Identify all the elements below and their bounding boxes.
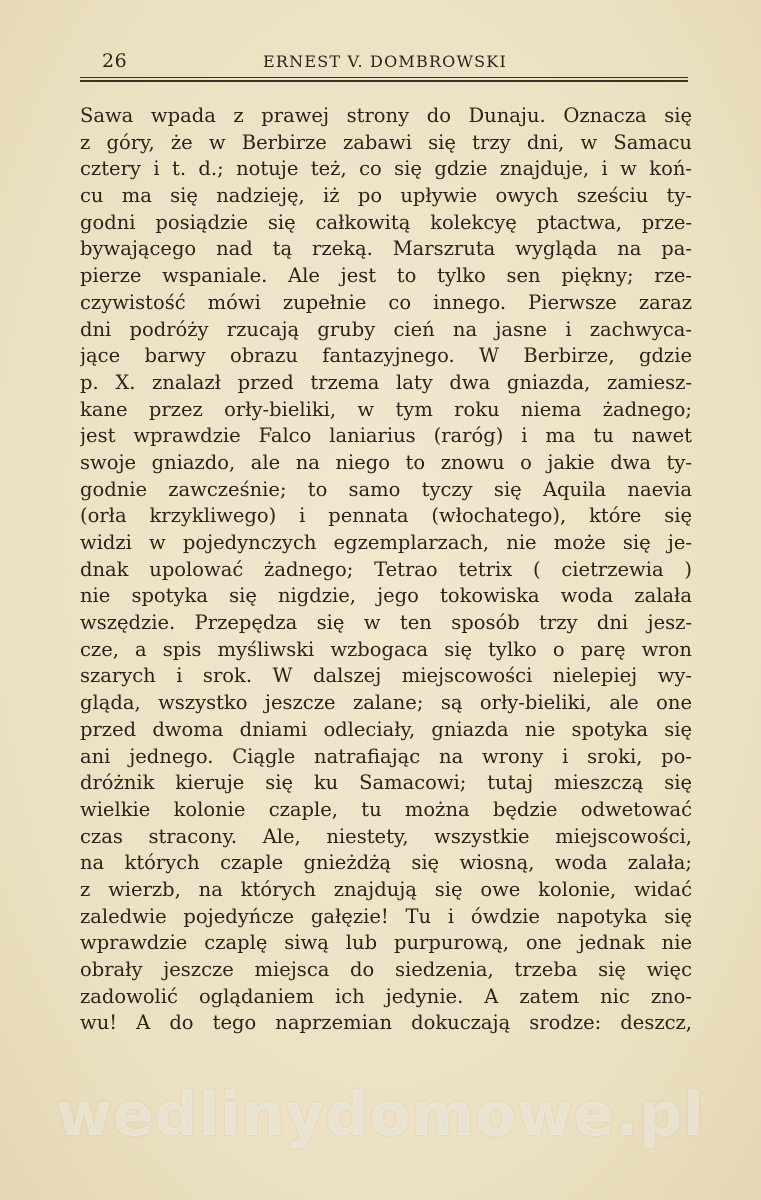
page-number: 26: [102, 50, 128, 72]
text-line: wprawdzie czaplę siwą lub purpurową, one jednak nie: [80, 931, 692, 955]
text-line: swoje gniazdo, ale na niego to znowu o jakie dwa ty-: [80, 450, 692, 474]
text-line: nie spotyka się nigdzie, jego tokowiska woda zalała: [80, 584, 692, 608]
body-text: [80, 103, 692, 1037]
text-line: wielkie kolonie czaple, tu można będzie odwetować: [80, 797, 692, 821]
text-line: cze, a spis myśliwski wzbogaca się tylko o parę wron: [80, 637, 692, 661]
text-line: godni posiądzie się całkowitą kolekcyę ptactwa, prze-: [80, 210, 692, 234]
text-line: jące barwy obrazu fantazyjnego. W Berbirze, gdzie: [80, 344, 692, 368]
text-line: na których czaple gnieżdżą się wiosną, woda zalała;: [80, 851, 692, 875]
running-head: ERNEST V. DOMBROWSKI: [263, 52, 507, 71]
text-line: wszędzie. Przepędza się w ten sposób trzy dni jesz-: [80, 611, 692, 635]
text-line: gląda, wszystko jeszcze zalane; są orły-bieliki, ale one: [80, 691, 692, 715]
text-line: cztery i t. d.; notuje też, co się gdzie znajduje, i w koń-: [80, 157, 692, 181]
text-line: dnak upolować żadnego; Tetrao tetrix ( cietrzewia ): [80, 557, 692, 581]
page-header: [80, 50, 690, 74]
text-line: jest wprawdzie Falco laniarius (raróg) i ma tu nawet: [80, 424, 692, 448]
header-rule: [80, 77, 688, 82]
text-line: widzi w pojedynczych egzemplarzach, nie może się je-: [80, 531, 692, 554]
text-line: ani jednego. Ciągle natrafiając na wrony i sroki, po-: [80, 744, 692, 768]
text-line: z góry, że w Berbirze zabawi się trzy dni, w Samacu: [80, 130, 692, 154]
text-line: z wierzb, na których znajdują się owe kolonie, widać: [80, 877, 692, 901]
text-line: dni podróży rzucają gruby cień na jasne i zachwyca-: [80, 317, 692, 341]
text-line: kane przez orły-bieliki, w tym roku niema żadnego;: [80, 397, 692, 421]
text-line: szarych i srok. W dalszej miejscowości nielepiej wy-: [80, 664, 692, 688]
text-line: Sawa wpada z prawej strony do Dunaju. Oznacza się: [80, 104, 692, 127]
text-line: (orła krzykliwego) i pennata (włochatego), które się: [80, 504, 692, 528]
text-line: pierze wspaniale. Ale jest to tylko sen piękny; rze-: [80, 264, 692, 288]
text-line: p. X. znalazł przed trzema laty dwa gniazda, zamiesz-: [80, 370, 692, 394]
watermark: wedlinydomowe.pl: [56, 1080, 705, 1150]
text-line: zadowolić oglądaniem ich jedynie. A zatem nic zno-: [80, 984, 692, 1008]
text-line: cu ma się nadzieję, iż po upływie owych sześciu ty-: [80, 184, 692, 208]
text-line: przed dwoma dniami odleciały, gniazda nie spotyka się: [80, 717, 692, 741]
text-line: dróżnik kieruje się ku Samacowi; tutaj mieszczą się: [80, 771, 692, 795]
text-line: czas stracony. Ale, niestety, wszystkie miejscowości,: [80, 824, 692, 848]
text-line: bywającego nad tą rzeką. Marszruta wygląda na pa-: [80, 237, 692, 261]
text-line: czywistość mówi zupełnie co innego. Pierwsze zaraz: [80, 290, 692, 314]
text-line: godnie zawcześnie; to samo tyczy się Aquila naevia: [80, 477, 692, 501]
text-line: wu! A do tego naprzemian dokuczają srodze: deszcz,: [80, 1011, 692, 1035]
text-line: zaledwie pojedyńcze gałęzie! Tu i ówdzie napotyka się: [80, 904, 692, 928]
text-line: obrały jeszcze miejsca do siedzenia, trzeba się więc: [80, 958, 692, 981]
